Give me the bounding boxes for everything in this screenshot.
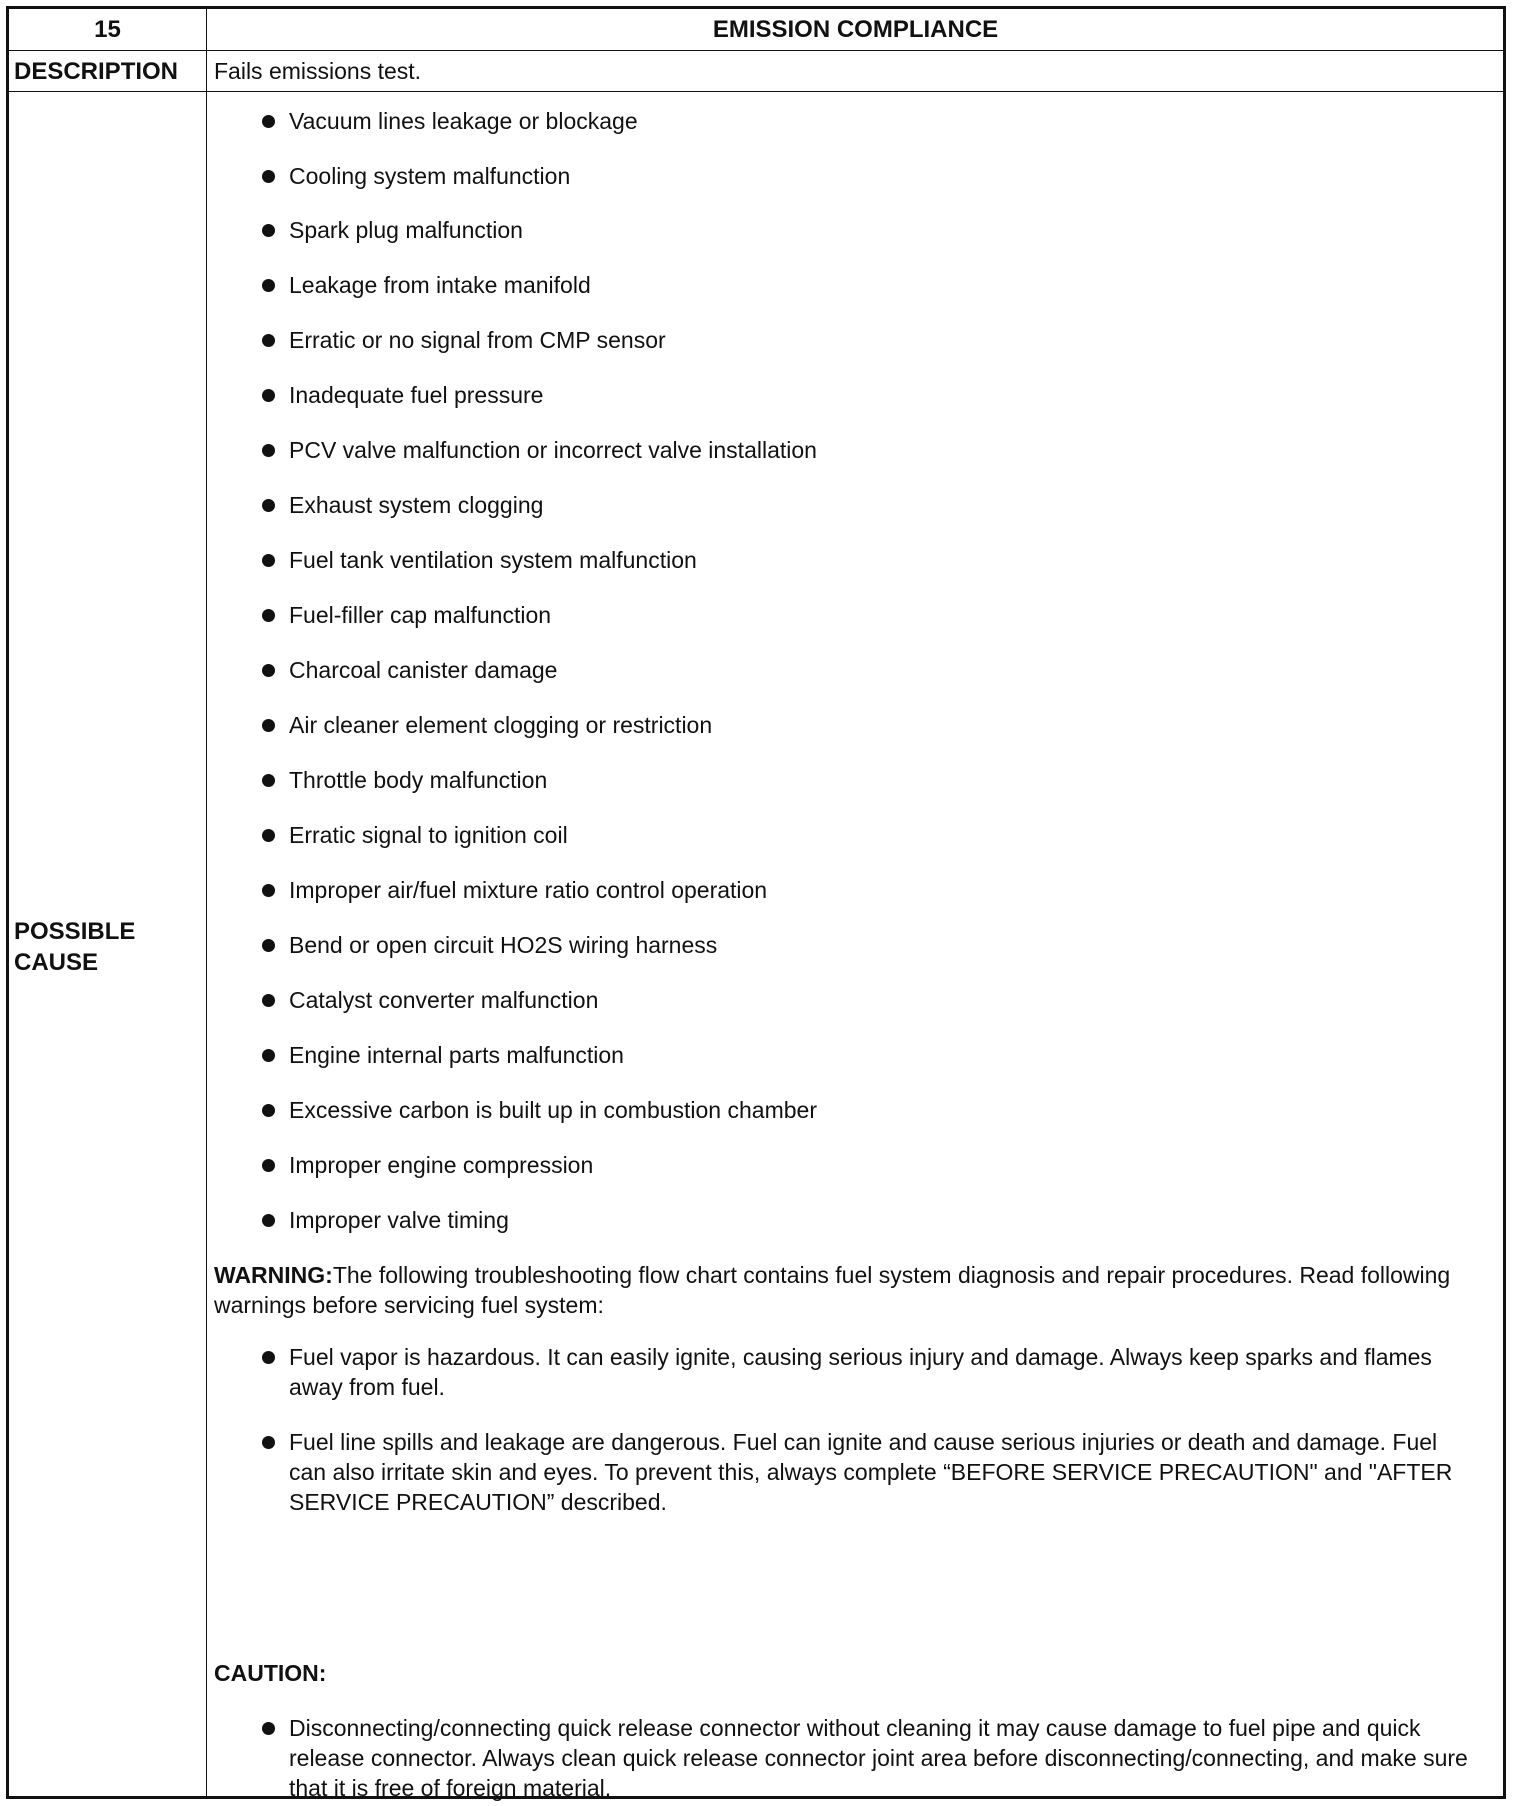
possible-cause-label-line2: CAUSE	[14, 949, 99, 976]
cause-item: Engine internal parts malfunction	[257, 1040, 1473, 1070]
warning-paragraph	[214, 1260, 1467, 1320]
cause-item: Charcoal canister damage	[257, 655, 1473, 685]
cause-item: Fuel tank ventilation system malfunction	[257, 545, 1473, 575]
cause-item: Catalyst converter malfunction	[257, 985, 1473, 1015]
bullet-icon	[262, 1104, 275, 1117]
section-number: 15	[94, 16, 121, 43]
bullet-icon	[262, 279, 275, 292]
cause-item: Excessive carbon is built up in combustion chamber	[257, 1095, 1473, 1125]
cause-item: Improper valve timing	[257, 1205, 1473, 1235]
warning-text: The following troubleshooting flow chart contains fuel system diagnosis and repair procedures. Read following warnings before servicing fuel system:	[214, 1262, 1451, 1318]
column-divider	[206, 9, 207, 1796]
bullet-icon	[262, 444, 275, 457]
warning-item: Fuel vapor is hazardous. It can easily ignite, causing serious injury and damage. Always keep sparks and flames away from fuel.	[257, 1342, 1473, 1402]
bullet-icon	[262, 774, 275, 787]
bullet-icon	[262, 499, 275, 512]
caution-label: CAUTION:	[214, 1660, 327, 1686]
bullet-icon	[262, 719, 275, 732]
bullet-icon	[262, 829, 275, 842]
cause-item: Cooling system malfunction	[257, 161, 1473, 191]
cause-item: Throttle body malfunction	[257, 765, 1473, 795]
cause-item: Inadequate fuel pressure	[257, 380, 1473, 410]
cause-item: Improper air/fuel mixture ratio control operation	[257, 875, 1473, 905]
bullet-icon	[262, 1722, 275, 1735]
bullet-icon	[262, 1351, 275, 1364]
possible-cause-label	[14, 916, 194, 978]
description-label: DESCRIPTION	[14, 58, 179, 85]
cause-item: Leakage from intake manifold	[257, 270, 1473, 300]
bullet-icon	[262, 994, 275, 1007]
cause-item: Exhaust system clogging	[257, 490, 1473, 520]
bullet-icon	[262, 115, 275, 128]
cause-item: Fuel-filler cap malfunction	[257, 600, 1473, 630]
bullet-icon	[262, 334, 275, 347]
caution-item: Disconnecting/connecting quick release connector without cleaning it may cause damage to fuel pipe and quick release connector. Always clean quick release connector joint area before disconnecting/connecting, and make sure that it is free of foreign material.	[257, 1713, 1473, 1803]
bullet-icon	[262, 664, 275, 677]
description-text: Fails emissions test.	[214, 58, 422, 84]
cause-item: Air cleaner element clogging or restriction	[257, 710, 1473, 740]
bullet-icon	[262, 554, 275, 567]
cause-item: Erratic signal to ignition coil	[257, 820, 1473, 850]
bullet-icon	[262, 1436, 275, 1449]
section-title: EMISSION COMPLIANCE	[712, 16, 999, 43]
cause-item: PCV valve malfunction or incorrect valve installation	[257, 435, 1473, 465]
bullet-icon	[262, 1159, 275, 1172]
bullet-icon	[262, 609, 275, 622]
cause-item: Spark plug malfunction	[257, 215, 1473, 245]
bullet-icon	[262, 389, 275, 402]
possible-cause-label-line1: POSSIBLE	[14, 918, 136, 945]
warning-label: WARNING:	[214, 1262, 333, 1288]
cause-item: Erratic or no signal from CMP sensor	[257, 325, 1473, 355]
bullet-icon	[262, 224, 275, 237]
bullet-icon	[262, 939, 275, 952]
bullet-icon	[262, 170, 275, 183]
troubleshooting-table	[6, 6, 1506, 1799]
cause-item: Vacuum lines leakage or blockage	[257, 106, 1473, 136]
bullet-icon	[262, 1214, 275, 1227]
cause-item: Bend or open circuit HO2S wiring harness	[257, 930, 1473, 960]
bullet-icon	[262, 1049, 275, 1062]
cause-item: Improper engine compression	[257, 1150, 1473, 1180]
warning-item: Fuel line spills and leakage are dangerous. Fuel can ignite and cause serious injuries or death and damage. Fuel can also irritate skin and eyes. To prevent this, always complete “BEFORE SERVICE PRECAUTION" and "AFTER SERVICE PRECAUTION” described.	[257, 1427, 1473, 1517]
bullet-icon	[262, 884, 275, 897]
